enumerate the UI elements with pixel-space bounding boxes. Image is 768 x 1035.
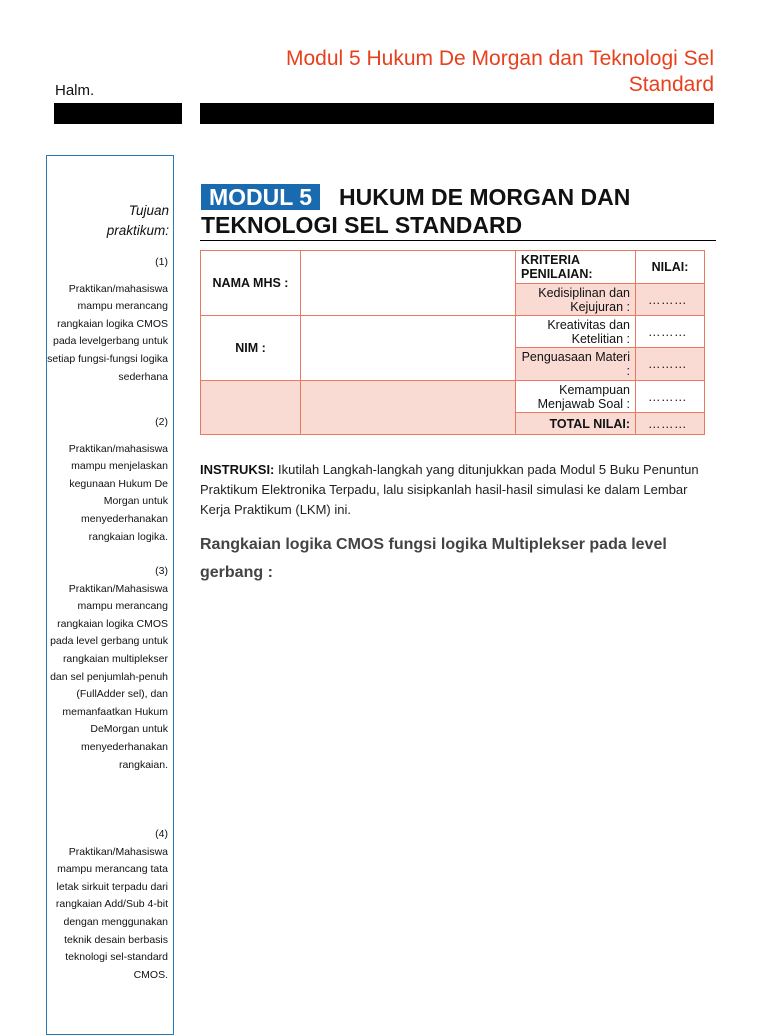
objective-text: Praktikan/mahasiswa mampu merancang rangkaian logika CMOS pada levelgerbang untuk setiap fungsi-fungsi logika sederhana bbox=[47, 282, 168, 383]
instructions bbox=[200, 460, 715, 520]
section-heading: Rangkaian logika CMOS fungsi logika Multiplekser pada level gerbang : bbox=[200, 536, 667, 581]
objective-2 bbox=[46, 414, 168, 546]
criteria-label: Kedisiplinan dan Kejujuran : bbox=[516, 284, 636, 316]
objective-text: Praktikan/Mahasiswa mampu merancang rangkaian logika CMOS pada level gerbang untuk rangkaian multiplekser dan sel penjumlah-penuh (FullAdder sel), dan memanfaatkan Hukum DeMorgan untuk menyederhanakan rangkaian. bbox=[50, 582, 168, 771]
document-title bbox=[200, 46, 714, 98]
objectives-heading bbox=[51, 201, 169, 241]
page-number-label: Halm. bbox=[55, 82, 95, 99]
objective-4 bbox=[46, 826, 168, 984]
objective-number: (1) bbox=[155, 256, 168, 268]
criteria-score[interactable]: ……… bbox=[636, 284, 705, 316]
module-title-line2: TEKNOLOGI SEL STANDARD bbox=[201, 212, 523, 238]
nim-field[interactable] bbox=[301, 316, 516, 381]
criteria-score[interactable]: ……… bbox=[636, 316, 705, 348]
criteria-label: Penguasaan Materi : bbox=[516, 348, 636, 381]
extra-label-cell bbox=[201, 381, 301, 435]
instructions-label: INSTRUKSI: bbox=[200, 462, 275, 477]
header-bar-right bbox=[200, 103, 714, 124]
objectives-sidebar bbox=[46, 155, 174, 1035]
assessment-form bbox=[200, 250, 705, 435]
objective-number: (2) bbox=[155, 416, 168, 428]
objective-text: Praktikan/Mahasiswa mampu merancang tata letak sirkuit terpadu dari rangkaian Add/Sub 4-bit dengan menggunakan teknik desain berbasis teknologi sel-standard CMOS. bbox=[55, 845, 168, 981]
criteria-label: Kreativitas dan Ketelitian : bbox=[516, 316, 636, 348]
nama-label: NAMA MHS : bbox=[201, 251, 301, 316]
criteria-score[interactable]: ……… bbox=[636, 381, 705, 413]
nim-label: NIM : bbox=[201, 316, 301, 381]
objective-number: (4) bbox=[155, 828, 168, 840]
criteria-score[interactable]: ……… bbox=[636, 348, 705, 381]
title-divider bbox=[200, 240, 716, 241]
objective-number: (3) bbox=[155, 565, 168, 577]
objectives-heading-line1: Tujuan bbox=[128, 203, 169, 218]
header-bar-left bbox=[54, 103, 182, 124]
kriteria-header: KRITERIA PENILAIAN: bbox=[516, 251, 636, 284]
extra-field-cell[interactable] bbox=[301, 381, 516, 435]
total-label: TOTAL NILAI: bbox=[516, 413, 636, 435]
document-title-line1: Modul 5 Hukum De Morgan dan Teknologi Sel bbox=[285, 47, 714, 70]
instructions-text: Ikutilah Langkah-langkah yang ditunjukkan pada Modul 5 Buku Penuntun Praktikum Elektronika Terpadu, lalu sisipkanlah hasil-hasil simulasi ke dalam Lembar Kerja Praktikum (LKM) ini. bbox=[200, 462, 699, 517]
nama-field[interactable] bbox=[301, 251, 516, 316]
total-score[interactable]: ……… bbox=[636, 413, 705, 435]
criteria-label: Kemampuan Menjawab Soal : bbox=[516, 381, 636, 413]
objectives-heading-line2: praktikum: bbox=[106, 223, 169, 238]
objective-3 bbox=[46, 563, 168, 774]
objective-1 bbox=[46, 254, 168, 386]
objective-text: Praktikan/mahasiswa mampu menjelaskan kegunaan Hukum De Morgan untuk menyederhanakan rangkaian logika. bbox=[68, 442, 168, 543]
nilai-header: NILAI: bbox=[636, 251, 705, 284]
module-title-line1: HUKUM DE MORGAN DAN bbox=[339, 184, 631, 210]
module-badge: MODUL 5 bbox=[201, 184, 320, 210]
document-title-line2: Standard bbox=[628, 73, 714, 96]
